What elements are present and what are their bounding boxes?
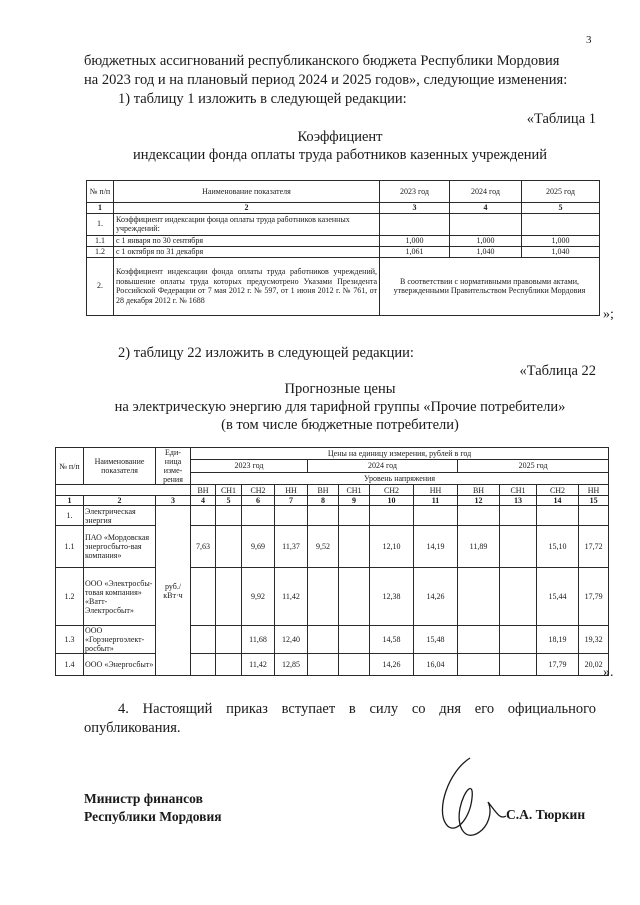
colnum: 2 bbox=[114, 203, 380, 214]
signer-name: С.А. Тюркин bbox=[506, 807, 586, 822]
cell bbox=[414, 506, 458, 526]
cell: 14,26 bbox=[414, 568, 458, 626]
colnum: 10 bbox=[370, 496, 414, 506]
row-name: с 1 января по 30 сентября bbox=[114, 235, 380, 246]
cell: 9,52 bbox=[308, 526, 339, 568]
signature bbox=[430, 750, 510, 850]
th-level: СН2 bbox=[370, 485, 414, 496]
th-name: Наименование показателя bbox=[114, 181, 380, 203]
cell bbox=[191, 654, 216, 676]
th-level: НН bbox=[414, 485, 458, 496]
th-num: № п/п bbox=[87, 181, 114, 203]
table1-colnum-row bbox=[87, 203, 600, 214]
table1-label: «Таблица 1 bbox=[526, 111, 596, 127]
cell: 14,58 bbox=[370, 626, 414, 654]
colnum: 9 bbox=[339, 496, 370, 506]
cell bbox=[339, 506, 370, 526]
cell bbox=[191, 506, 216, 526]
cell bbox=[216, 654, 242, 676]
table22-closing: ». bbox=[603, 665, 614, 680]
th-level: СН1 bbox=[500, 485, 537, 496]
row-name: ООО «Энергосбыт» bbox=[84, 654, 156, 676]
colnum: 8 bbox=[308, 496, 339, 506]
item-2: 2) таблицу 22 изложить в следующей редакции: bbox=[118, 345, 414, 361]
cell: 19,32 bbox=[579, 626, 609, 654]
row-num: 1.1 bbox=[87, 235, 114, 246]
blank-cell bbox=[56, 485, 191, 496]
th-level: ВН bbox=[308, 485, 339, 496]
cell: 11,42 bbox=[242, 654, 275, 676]
cell: 11,42 bbox=[275, 568, 308, 626]
cell bbox=[191, 626, 216, 654]
cell bbox=[370, 506, 414, 526]
row-num: 1.2 bbox=[87, 246, 114, 257]
cell: 12,85 bbox=[275, 654, 308, 676]
row-num: 2. bbox=[87, 257, 114, 315]
row-num: 1. bbox=[56, 506, 84, 526]
table22-label: «Таблица 22 bbox=[519, 363, 596, 379]
table22-title-1: Прогнозные цены bbox=[284, 381, 396, 397]
cell: 1,040 bbox=[522, 246, 600, 257]
colnum: 4 bbox=[450, 203, 522, 214]
cell: 14,26 bbox=[370, 654, 414, 676]
cell bbox=[339, 654, 370, 676]
cell: 17,79 bbox=[579, 568, 609, 626]
cell: 11,68 bbox=[242, 626, 275, 654]
cell bbox=[458, 568, 500, 626]
cell bbox=[216, 526, 242, 568]
table-1 bbox=[86, 180, 600, 316]
row-name: Коэффициент индексации фонда оплаты труда работников казенных учреждений: bbox=[114, 213, 380, 235]
cell bbox=[339, 526, 370, 568]
colnum: 12 bbox=[458, 496, 500, 506]
cell bbox=[458, 654, 500, 676]
colnum: 13 bbox=[500, 496, 537, 506]
cell bbox=[216, 568, 242, 626]
table22-title-2: на электрическую энергию для тарифной группы «Прочие потребители» bbox=[114, 399, 566, 415]
cell: 15,44 bbox=[537, 568, 579, 626]
table-row bbox=[87, 235, 600, 246]
cell bbox=[579, 506, 609, 526]
signer-line-1: Министр финансов bbox=[84, 791, 203, 806]
colnum: 5 bbox=[522, 203, 600, 214]
cell bbox=[308, 654, 339, 676]
item-4: 4. Настоящий приказ вступает в силу со дня его официального опубликования. bbox=[84, 701, 596, 736]
row-name: Коэффициент индексации фонда оплаты труда работников учреждений, повышение оплаты труда которых предусмотрено Указами Президента Российской Федерации от 7 мая 2012 г. № 597, от 1 июня 2012 г. № 761, от 28 декабря 2012 г. № 1688 bbox=[114, 257, 380, 315]
cell bbox=[216, 626, 242, 654]
th-unit: Еди-ница изме-рения bbox=[156, 448, 191, 485]
cell bbox=[275, 506, 308, 526]
intro-line-2: на 2023 год и на плановый период 2024 и 2025 годов», следующие изменения: bbox=[84, 72, 568, 88]
cell bbox=[308, 626, 339, 654]
intro-line-1: бюджетных ассигнований республиканского бюджета Республики Мордовия bbox=[84, 53, 560, 69]
table1-title-1: Коэффициент bbox=[297, 129, 383, 145]
cell: 9,92 bbox=[242, 568, 275, 626]
colnum: 7 bbox=[275, 496, 308, 506]
colnum: 3 bbox=[156, 496, 191, 506]
th-prices: Цены на единицу измерения, рублей в год bbox=[191, 448, 609, 460]
th-level: СН1 bbox=[216, 485, 242, 496]
row-num: 1.4 bbox=[56, 654, 84, 676]
th-year-2025: 2025 год bbox=[458, 460, 609, 472]
th-level: СН2 bbox=[537, 485, 579, 496]
table-row bbox=[87, 246, 600, 257]
cell: 14,19 bbox=[414, 526, 458, 568]
item-1: 1) таблицу 1 изложить в следующей редакции: bbox=[118, 91, 407, 107]
colnum: 11 bbox=[414, 496, 458, 506]
row-num: 1.2 bbox=[56, 568, 84, 626]
cell bbox=[500, 568, 537, 626]
cell: 12,10 bbox=[370, 526, 414, 568]
cell: 7,63 bbox=[191, 526, 216, 568]
th-level: НН bbox=[579, 485, 609, 496]
cell bbox=[500, 526, 537, 568]
th-level: НН bbox=[275, 485, 308, 496]
cell bbox=[380, 213, 450, 235]
table1-header-row bbox=[87, 181, 600, 203]
cell bbox=[500, 626, 537, 654]
row-name: Электрическая энергия bbox=[84, 506, 156, 526]
cell bbox=[242, 506, 275, 526]
row-name: ООО «Электросбы-товая компания» «Ватт-Электросбыт» bbox=[84, 568, 156, 626]
cell: 1,000 bbox=[450, 235, 522, 246]
row-name: ПАО «Мордовская энергосбыто-вая компания» bbox=[84, 526, 156, 568]
table-row bbox=[56, 568, 609, 626]
cell bbox=[458, 506, 500, 526]
cell: 12,38 bbox=[370, 568, 414, 626]
th-name: Наименование показателя bbox=[84, 448, 156, 485]
colnum: 6 bbox=[242, 496, 275, 506]
th-year-2023: 2023 год bbox=[191, 460, 308, 472]
th-voltage-level: Уровень напряжения bbox=[191, 472, 609, 484]
th-2025: 2025 год bbox=[522, 181, 600, 203]
cell bbox=[450, 213, 522, 235]
cell: 17,72 bbox=[579, 526, 609, 568]
th-level: СН1 bbox=[339, 485, 370, 496]
table22-header-row bbox=[56, 448, 609, 460]
cell bbox=[339, 626, 370, 654]
colnum: 14 bbox=[537, 496, 579, 506]
th-level: ВН bbox=[458, 485, 500, 496]
cell bbox=[191, 568, 216, 626]
cell: 1,000 bbox=[522, 235, 600, 246]
th-2023: 2023 год bbox=[380, 181, 450, 203]
table-row bbox=[56, 506, 609, 526]
cell: 1,061 bbox=[380, 246, 450, 257]
page-number: 3 bbox=[586, 34, 592, 46]
table-row bbox=[56, 526, 609, 568]
table1-title-2: индексации фонда оплаты труда работников казенных учреждений bbox=[132, 147, 548, 163]
cell: 1,000 bbox=[380, 235, 450, 246]
cell: 15,48 bbox=[414, 626, 458, 654]
colnum: 1 bbox=[87, 203, 114, 214]
colnum: 5 bbox=[216, 496, 242, 506]
row-name: ООО «Горэнергоэлект-росбыт» bbox=[84, 626, 156, 654]
th-level: ВН bbox=[191, 485, 216, 496]
cell bbox=[500, 506, 537, 526]
colnum: 3 bbox=[380, 203, 450, 214]
cell: 1,040 bbox=[450, 246, 522, 257]
cell: 20,02 bbox=[579, 654, 609, 676]
row-num: 1. bbox=[87, 213, 114, 235]
table-row bbox=[87, 257, 600, 315]
cell bbox=[308, 568, 339, 626]
table-row bbox=[56, 654, 609, 676]
table-row bbox=[87, 213, 600, 235]
cell: 9,69 bbox=[242, 526, 275, 568]
table-22 bbox=[55, 447, 609, 676]
signer-title bbox=[84, 790, 222, 826]
cell bbox=[458, 626, 500, 654]
th-year-2024: 2024 год bbox=[308, 460, 458, 472]
table-row bbox=[56, 626, 609, 654]
merged-cell: В соответствии с нормативными правовыми актами, утвержденными Правительством Республики Мордовия bbox=[380, 257, 600, 315]
table22-levels-row bbox=[56, 485, 609, 496]
cell: 11,37 bbox=[275, 526, 308, 568]
cell bbox=[216, 506, 242, 526]
colnum: 2 bbox=[84, 496, 156, 506]
table22-title-3: (в том числе бюджетные потребители) bbox=[221, 417, 459, 433]
th-level: СН2 bbox=[242, 485, 275, 496]
th-num: № п/п bbox=[56, 448, 84, 485]
cell: 12,40 bbox=[275, 626, 308, 654]
row-num: 1.3 bbox=[56, 626, 84, 654]
cell: 18,19 bbox=[537, 626, 579, 654]
cell: 15,10 bbox=[537, 526, 579, 568]
th-2024: 2024 год bbox=[450, 181, 522, 203]
colnum: 15 bbox=[579, 496, 609, 506]
colnum: 4 bbox=[191, 496, 216, 506]
cell bbox=[537, 506, 579, 526]
row-name: с 1 октября по 31 декабря bbox=[114, 246, 380, 257]
row-num: 1.1 bbox=[56, 526, 84, 568]
signer-line-2: Республики Мордовия bbox=[84, 809, 222, 824]
cell bbox=[339, 568, 370, 626]
cell: 11,89 bbox=[458, 526, 500, 568]
cell bbox=[500, 654, 537, 676]
unit-cell: руб./ кВт·ч bbox=[156, 506, 191, 676]
colnum: 1 bbox=[56, 496, 84, 506]
cell: 17,79 bbox=[537, 654, 579, 676]
cell bbox=[308, 506, 339, 526]
table1-closing: »; bbox=[603, 307, 614, 322]
cell bbox=[522, 213, 600, 235]
table22-colnum-row bbox=[56, 496, 609, 506]
cell: 16,04 bbox=[414, 654, 458, 676]
